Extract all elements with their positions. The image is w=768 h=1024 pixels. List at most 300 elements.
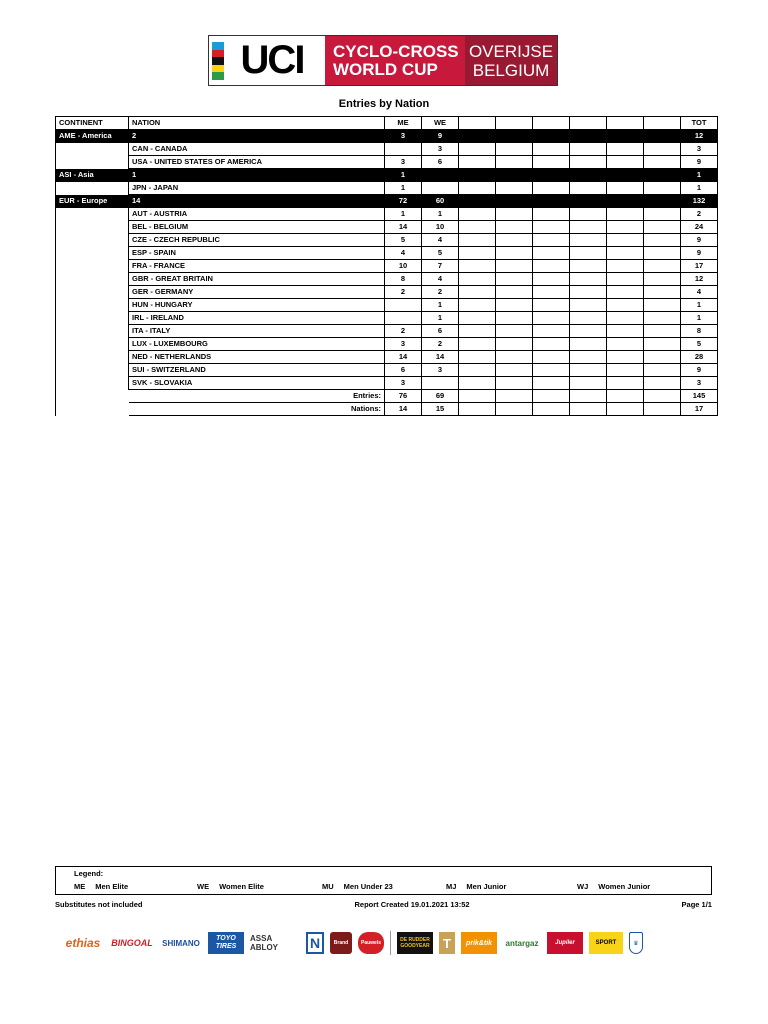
continent-cell: EUR - Europe [56, 195, 129, 208]
header-empty [459, 117, 496, 130]
continent-row [56, 130, 718, 143]
we-cell: 1 [422, 312, 459, 325]
empty-cell [607, 234, 644, 247]
empty-cell [644, 195, 681, 208]
empty-cell [607, 247, 644, 260]
empty-cell [496, 195, 533, 208]
header-we: WE [422, 117, 459, 130]
empty-cell [496, 325, 533, 338]
stripe-red [212, 50, 224, 58]
empty-cell [533, 403, 570, 416]
me-cell: 1 [385, 208, 422, 221]
event-name [325, 36, 465, 85]
empty-cell [644, 156, 681, 169]
nation-cell: 14 [129, 195, 385, 208]
nation-cell: SUI - SWITZERLAND [129, 364, 385, 377]
empty-cell [496, 403, 533, 416]
empty-cell [496, 143, 533, 156]
header-nation: NATION [129, 117, 385, 130]
me-cell: 72 [385, 195, 422, 208]
continent-cell [56, 325, 129, 338]
nation-cell: IRL - IRELAND [129, 312, 385, 325]
summary-label: Nations: [129, 403, 385, 416]
empty-cell [533, 325, 570, 338]
legend-item [577, 882, 650, 891]
empty-cell [644, 364, 681, 377]
header-empty [496, 117, 533, 130]
nation-row [56, 364, 718, 377]
empty-cell [570, 195, 607, 208]
empty-cell [459, 156, 496, 169]
empty-cell [459, 312, 496, 325]
legend-label: Men Junior [466, 882, 507, 891]
empty-cell [533, 377, 570, 390]
tot-cell: 1 [681, 299, 718, 312]
me-cell: 4 [385, 247, 422, 260]
empty-cell [607, 130, 644, 143]
empty-cell [533, 390, 570, 403]
legend-label: Men Elite [95, 882, 129, 891]
empty-cell [607, 286, 644, 299]
summary-we: 15 [422, 403, 459, 416]
nation-cell: FRA - FRANCE [129, 260, 385, 273]
table-body [56, 130, 718, 416]
we-cell [422, 169, 459, 182]
continent-cell: ASI - Asia [56, 169, 129, 182]
nation-cell: JPN - JAPAN [129, 182, 385, 195]
we-cell: 9 [422, 130, 459, 143]
empty-cell [496, 156, 533, 169]
empty-cell [607, 403, 644, 416]
empty-cell [533, 286, 570, 299]
empty-cell [533, 208, 570, 221]
jupiler-logo: Jupiler [547, 932, 583, 954]
empty-cell [459, 130, 496, 143]
empty-cell [644, 299, 681, 312]
empty-cell [496, 130, 533, 143]
legend-item [74, 882, 128, 891]
me-cell: 14 [385, 221, 422, 234]
legend-box [55, 866, 712, 895]
tot-cell: 4 [681, 286, 718, 299]
continent-cell [56, 299, 129, 312]
we-cell [422, 377, 459, 390]
empty-cell [607, 325, 644, 338]
continent-cell [56, 221, 129, 234]
nation-cell: ESP - SPAIN [129, 247, 385, 260]
summary-we: 69 [422, 390, 459, 403]
empty-cell [644, 234, 681, 247]
empty-cell [533, 221, 570, 234]
continent-row [56, 169, 718, 182]
tot-cell: 17 [681, 260, 718, 273]
continent-cell [56, 143, 129, 156]
legend-code: ME [74, 882, 86, 891]
report-created: Report Created 19.01.2021 13:52 [354, 900, 470, 909]
tot-cell: 12 [681, 273, 718, 286]
empty-cell [533, 195, 570, 208]
empty-cell [459, 221, 496, 234]
me-cell: 3 [385, 377, 422, 390]
header-empty [533, 117, 570, 130]
empty-cell [459, 273, 496, 286]
header-continent: CONTINENT [56, 117, 129, 130]
empty-cell [607, 273, 644, 286]
sponsor-divider [390, 931, 391, 955]
empty-cell [496, 208, 533, 221]
nation-row [56, 208, 718, 221]
toyo-tires-logo: TOYO TIRES [208, 932, 244, 954]
we-cell: 7 [422, 260, 459, 273]
me-cell: 2 [385, 325, 422, 338]
legend-label: Women Junior [598, 882, 651, 891]
empty-cell [533, 169, 570, 182]
empty-cell [570, 351, 607, 364]
empty-cell [533, 260, 570, 273]
empty-cell [459, 208, 496, 221]
legend-code: MU [322, 882, 334, 891]
empty-cell [570, 130, 607, 143]
we-cell [422, 182, 459, 195]
header-empty [607, 117, 644, 130]
nation-row [56, 299, 718, 312]
nation-row [56, 312, 718, 325]
summary-label: Entries: [129, 390, 385, 403]
empty-cell [496, 351, 533, 364]
stripe-blue [212, 42, 224, 50]
continent-cell [56, 182, 129, 195]
summary-row [56, 403, 718, 416]
antargaz-logo: antargaz [505, 938, 539, 948]
sport-logo: SPORT [589, 932, 623, 954]
event-location [465, 36, 557, 85]
de-rudder-logo: DE RUDDER GOODYEAR [397, 932, 433, 954]
empty-cell [496, 247, 533, 260]
empty-cell [496, 390, 533, 403]
empty-cell [607, 221, 644, 234]
header-tot: TOT [681, 117, 718, 130]
nation-row [56, 182, 718, 195]
tot-cell: 9 [681, 156, 718, 169]
empty-cell [496, 312, 533, 325]
n-logo: N [306, 932, 324, 954]
nation-cell: 1 [129, 169, 385, 182]
empty-cell [607, 351, 644, 364]
nation-row [56, 247, 718, 260]
empty-cell [644, 325, 681, 338]
report-footer [55, 900, 712, 909]
we-cell: 1 [422, 208, 459, 221]
nation-row [56, 338, 718, 351]
empty-cell [459, 182, 496, 195]
tot-cell: 132 [681, 195, 718, 208]
legend-code: WE [197, 882, 210, 891]
nation-row [56, 260, 718, 273]
empty-cell [496, 377, 533, 390]
tot-cell: 24 [681, 221, 718, 234]
empty-cell [607, 377, 644, 390]
location-line2: BELGIUM [472, 60, 550, 80]
empty-cell [644, 260, 681, 273]
we-cell: 4 [422, 273, 459, 286]
bingoal-logo: BINGOAL [111, 938, 153, 948]
continent-cell [56, 364, 129, 377]
empty-cell [459, 247, 496, 260]
continent-cell [56, 208, 129, 221]
empty-cell [607, 195, 644, 208]
legend-label: Men Under 23 [343, 882, 393, 891]
empty-cell [533, 312, 570, 325]
we-cell: 6 [422, 325, 459, 338]
prik-tik-logo: prik&tik [461, 932, 497, 954]
empty-cell [570, 299, 607, 312]
empty-cell [570, 221, 607, 234]
continent-cell [56, 312, 129, 325]
nation-cell: CAN - CANADA [129, 143, 385, 156]
tot-cell: 9 [681, 234, 718, 247]
empty-cell [644, 390, 681, 403]
empty-cell [459, 390, 496, 403]
entries-table [55, 116, 718, 416]
me-cell [385, 143, 422, 156]
empty-cell [644, 247, 681, 260]
empty-cell [533, 130, 570, 143]
summary-row [56, 390, 718, 403]
me-cell: 5 [385, 234, 422, 247]
continent-cell [56, 273, 129, 286]
empty-cell [459, 325, 496, 338]
empty-cell [644, 143, 681, 156]
tot-cell: 9 [681, 364, 718, 377]
nation-cell: GBR - GREAT BRITAIN [129, 273, 385, 286]
legend-code: MJ [446, 882, 457, 891]
summary-me: 76 [385, 390, 422, 403]
empty-cell [607, 338, 644, 351]
legend-code: WJ [577, 882, 589, 891]
empty-cell [533, 234, 570, 247]
empty-cell [496, 338, 533, 351]
nation-cell: BEL - BELGIUM [129, 221, 385, 234]
uci-logo [209, 36, 325, 85]
empty-cell [533, 247, 570, 260]
tot-cell: 1 [681, 169, 718, 182]
empty-cell [570, 143, 607, 156]
empty-cell [496, 260, 533, 273]
red-brand-logo: Brand [330, 932, 352, 954]
continent-cell [56, 260, 129, 273]
continent-cell: AME - America [56, 130, 129, 143]
tot-cell: 12 [681, 130, 718, 143]
tot-cell: 8 [681, 325, 718, 338]
we-cell: 3 [422, 364, 459, 377]
me-cell [385, 312, 422, 325]
continent-cell [56, 234, 129, 247]
me-cell: 3 [385, 156, 422, 169]
nation-cell: GER - GERMANY [129, 286, 385, 299]
nation-cell: AUT - AUSTRIA [129, 208, 385, 221]
we-cell: 4 [422, 234, 459, 247]
empty-cell [533, 143, 570, 156]
we-cell: 2 [422, 338, 459, 351]
empty-cell [459, 351, 496, 364]
sponsor-bar [62, 928, 712, 958]
legend-title: Legend: [74, 869, 104, 878]
empty-cell [496, 273, 533, 286]
empty-cell [644, 338, 681, 351]
empty-cell [607, 390, 644, 403]
nation-row [56, 286, 718, 299]
nation-cell: ITA - ITALY [129, 325, 385, 338]
me-cell: 1 [385, 169, 422, 182]
empty-cell [496, 182, 533, 195]
tot-cell: 9 [681, 247, 718, 260]
empty-cell [644, 221, 681, 234]
we-cell: 6 [422, 156, 459, 169]
tot-cell: 2 [681, 208, 718, 221]
assa-abloy-logo: ASSA ABLOY [250, 934, 278, 952]
empty-cell [533, 156, 570, 169]
empty-cell [459, 195, 496, 208]
nation-cell: SVK - SLOVAKIA [129, 377, 385, 390]
nation-row [56, 273, 718, 286]
empty-cell [496, 364, 533, 377]
empty-cell [644, 182, 681, 195]
summary-tot: 145 [681, 390, 718, 403]
nation-cell: LUX - LUXEMBOURG [129, 338, 385, 351]
shimano-logo: SHIMANO [162, 938, 200, 948]
event-name-line1: CYCLO-CROSS [333, 41, 459, 61]
me-cell: 8 [385, 273, 422, 286]
empty-cell [570, 247, 607, 260]
summary-me: 14 [385, 403, 422, 416]
empty-cell [644, 208, 681, 221]
legend-item [446, 882, 506, 891]
empty-cell [496, 234, 533, 247]
header-empty [570, 117, 607, 130]
summary-tot: 17 [681, 403, 718, 416]
nation-row [56, 325, 718, 338]
empty-cell [607, 143, 644, 156]
me-cell: 2 [385, 286, 422, 299]
empty-cell [533, 364, 570, 377]
empty-cell [607, 182, 644, 195]
report-title: Entries by Nation [338, 98, 430, 110]
nation-row [56, 377, 718, 390]
nation-cell: USA - UNITED STATES OF AMERICA [129, 156, 385, 169]
empty-cell [607, 260, 644, 273]
empty-cell [607, 208, 644, 221]
empty-cell [570, 260, 607, 273]
me-cell: 1 [385, 182, 422, 195]
empty-cell [644, 312, 681, 325]
we-cell: 3 [422, 143, 459, 156]
me-cell: 3 [385, 338, 422, 351]
empty-cell [644, 377, 681, 390]
continent-cell [56, 377, 129, 390]
continent-row [56, 195, 718, 208]
tot-cell: 1 [681, 182, 718, 195]
empty-cell [570, 364, 607, 377]
me-cell [385, 299, 422, 312]
empty-cell [496, 286, 533, 299]
pauwels-logo: Pauwels [358, 932, 384, 954]
empty-cell [570, 377, 607, 390]
continent-cell [56, 338, 129, 351]
empty-cell [570, 312, 607, 325]
location-line1: OVERIJSE [468, 41, 554, 61]
header-me: ME [385, 117, 422, 130]
stripe-black [212, 57, 224, 65]
empty-cell [607, 299, 644, 312]
uci-logo-text: UCI [240, 38, 304, 82]
me-cell: 3 [385, 130, 422, 143]
empty-cell [607, 156, 644, 169]
nation-cell: NED - NETHERLANDS [129, 351, 385, 364]
empty-cell [459, 143, 496, 156]
me-cell: 10 [385, 260, 422, 273]
empty-cell [570, 403, 607, 416]
legend-item [322, 882, 393, 891]
empty-cell [496, 299, 533, 312]
empty-cell [570, 234, 607, 247]
empty-cell [607, 169, 644, 182]
empty-cell [496, 221, 533, 234]
empty-cell [533, 351, 570, 364]
empty-cell [533, 299, 570, 312]
stripe-yellow [212, 65, 224, 73]
empty-cell [496, 169, 533, 182]
empty-cell [533, 273, 570, 286]
page-number: Page 1/1 [681, 900, 712, 909]
empty-cell [570, 390, 607, 403]
empty-cell [607, 364, 644, 377]
empty-cell [570, 208, 607, 221]
empty-cell [644, 169, 681, 182]
event-banner [208, 35, 558, 86]
empty-cell [644, 351, 681, 364]
nation-cell: 2 [129, 130, 385, 143]
empty-cell [644, 403, 681, 416]
tot-cell: 1 [681, 312, 718, 325]
empty-cell [459, 286, 496, 299]
we-cell: 5 [422, 247, 459, 260]
nation-row [56, 156, 718, 169]
me-cell: 6 [385, 364, 422, 377]
empty-cell [459, 299, 496, 312]
substitutes-note: Substitutes not included [55, 900, 143, 909]
crest-icon: ♛ [629, 932, 643, 954]
empty-cell [533, 182, 570, 195]
empty-cell [533, 338, 570, 351]
event-name-line2: WORLD CUP [333, 59, 438, 79]
empty-cell [644, 273, 681, 286]
empty-cell [644, 130, 681, 143]
header-empty [644, 117, 681, 130]
empty-cell [570, 338, 607, 351]
continent-cell [56, 286, 129, 299]
empty-cell [459, 234, 496, 247]
empty-cell [459, 364, 496, 377]
legend-label: Women Elite [219, 882, 264, 891]
stripe-green [212, 72, 224, 80]
summary-spacer [56, 403, 129, 416]
continent-cell [56, 156, 129, 169]
me-cell: 14 [385, 351, 422, 364]
we-cell: 10 [422, 221, 459, 234]
continent-cell [56, 351, 129, 364]
empty-cell [570, 273, 607, 286]
empty-cell [459, 338, 496, 351]
